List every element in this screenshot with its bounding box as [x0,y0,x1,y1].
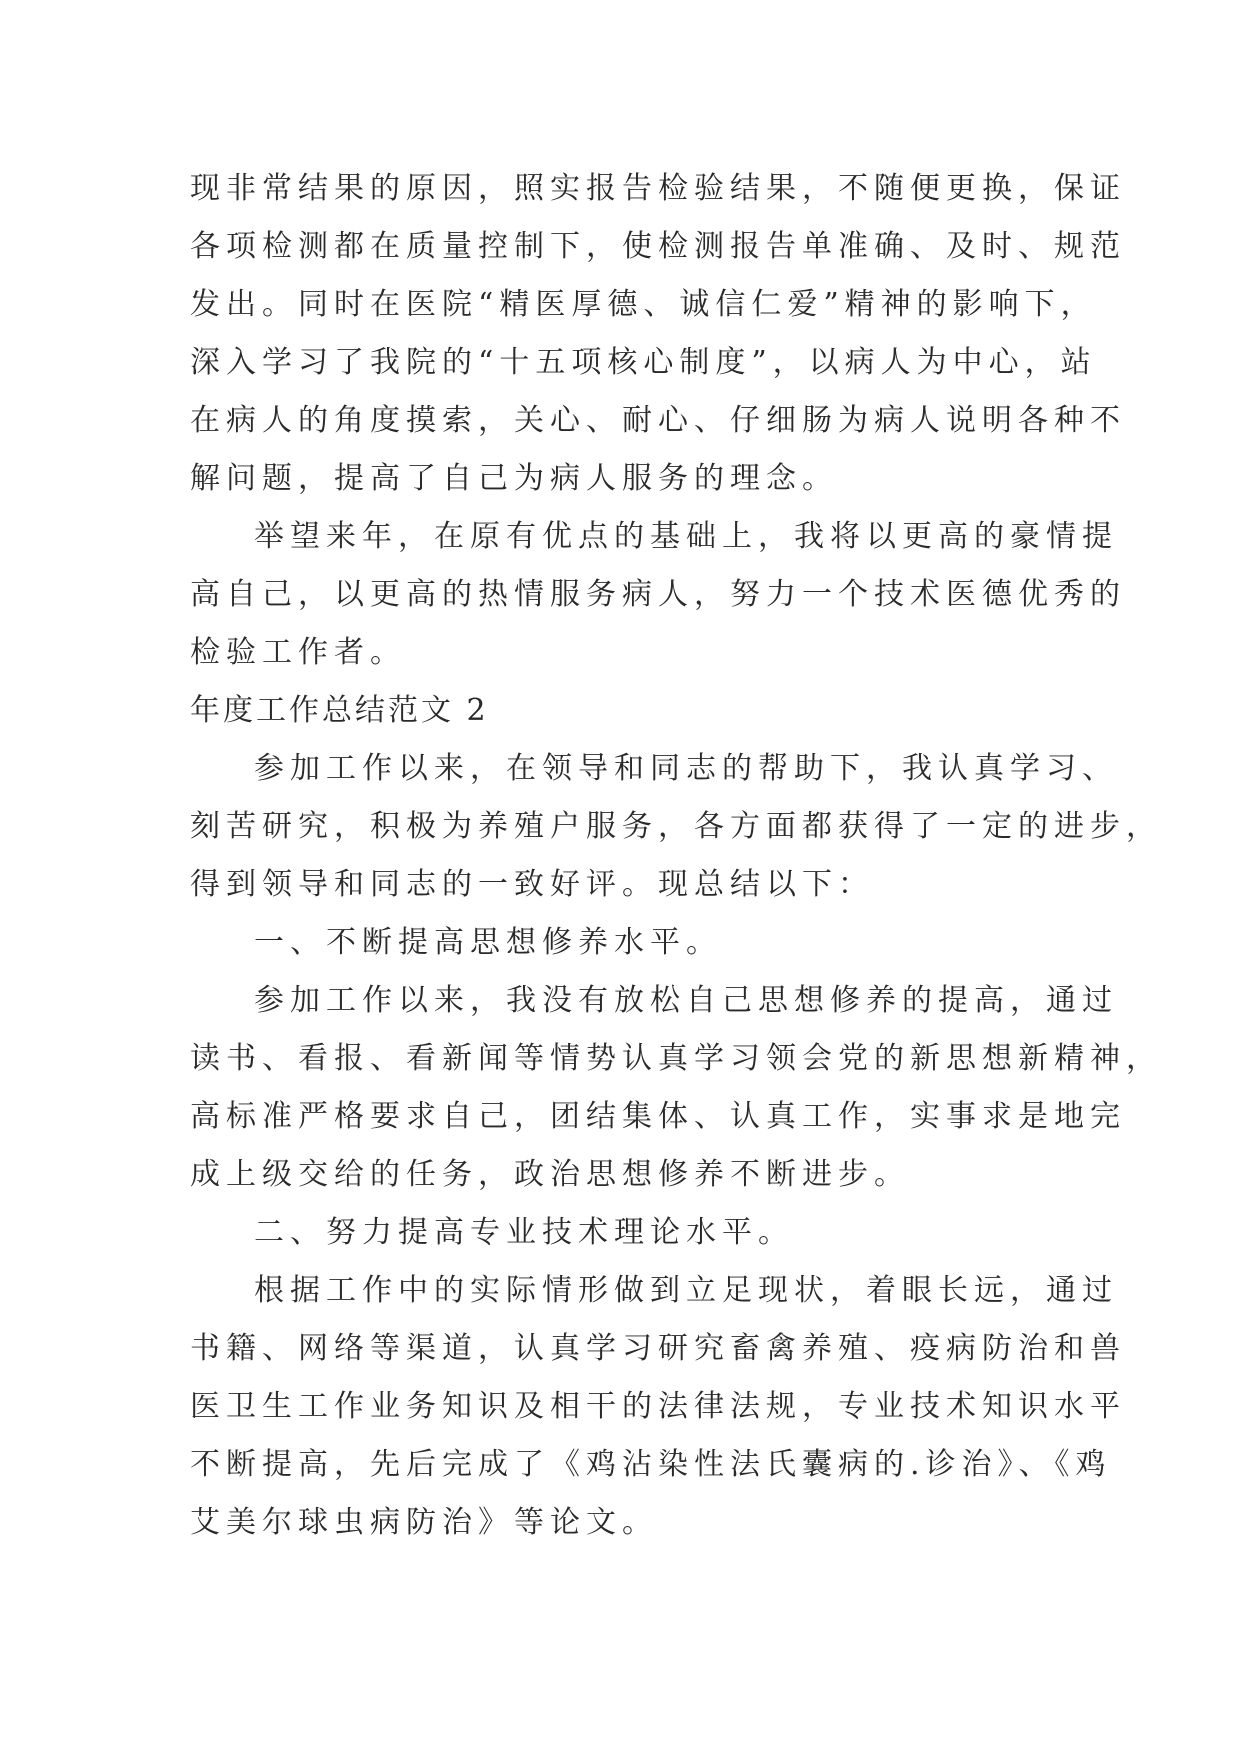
text-line: 高标准严格要求自己，团结集体、认真工作，实事求是地完 [190,1099,1126,1134]
text-line: 不断提高，先后完成了《鸡沾染性法氏囊病的.诊治》、《鸡 [190,1447,1112,1482]
subheading-2: 二、努力提高专业技术理论水平。 [254,1215,794,1250]
text-line: 得到领导和同志的一致好评。现总结以下： [190,867,874,902]
text-line: 书籍、网络等渠道，认真学习研究畜禽养殖、疫病防治和兽 [190,1331,1126,1366]
text-line: 检验工作者。 [190,635,406,670]
document-page [190,160,1162,1552]
text-line: 成上级交给的任务，政治思想修养不断进步。 [190,1157,910,1192]
text-line: 深入学习了我院的“十五项核心制度”，以病人为中心，站 [190,345,1097,380]
text-line: 高自己，以更高的热情服务病人，努力一个技术医德优秀的 [190,577,1126,612]
paragraph-start-line: 根据工作中的实际情形做到立足现状，着眼长远，通过 [254,1273,1118,1308]
paragraph-start-line: 参加工作以来，在领导和同志的帮助下，我认真学习、 [254,751,1118,786]
paragraph-start-line: 参加工作以来，我没有放松自己思想修养的提高，通过 [254,983,1118,1018]
text-line: 读书、看报、看新闻等情势认真学习领会党的新思想新精神， [190,1041,1162,1076]
text-line: 发出。同时在医院“精医厚德、诚信仁爱”精神的影响下， [190,287,1097,322]
text-line: 各项检测都在质量控制下，使检测报告单准确、及时、规范 [190,229,1126,264]
text-line: 解问题，提高了自己为病人服务的理念。 [190,461,838,496]
text-line: 现非常结果的原因，照实报告检验结果，不随便更换，保证 [190,171,1126,206]
text-line: 医卫生工作业务知识及相干的法律法规，专业技术知识水平 [190,1389,1126,1424]
text-line: 艾美尔球虫病防治》等论文。 [190,1505,658,1540]
paragraph-start-line: 举望来年，在原有优点的基础上，我将以更高的豪情提 [254,519,1118,554]
text-line: 刻苦研究，积极为养殖户服务，各方面都获得了一定的进步， [190,809,1162,844]
section-title: 年度工作总结范文 2 [190,693,489,728]
text-line: 在病人的角度摸索，关心、耐心、仔细肠为病人说明各种不 [190,403,1126,438]
subheading-1: 一、不断提高思想修养水平。 [254,925,722,960]
